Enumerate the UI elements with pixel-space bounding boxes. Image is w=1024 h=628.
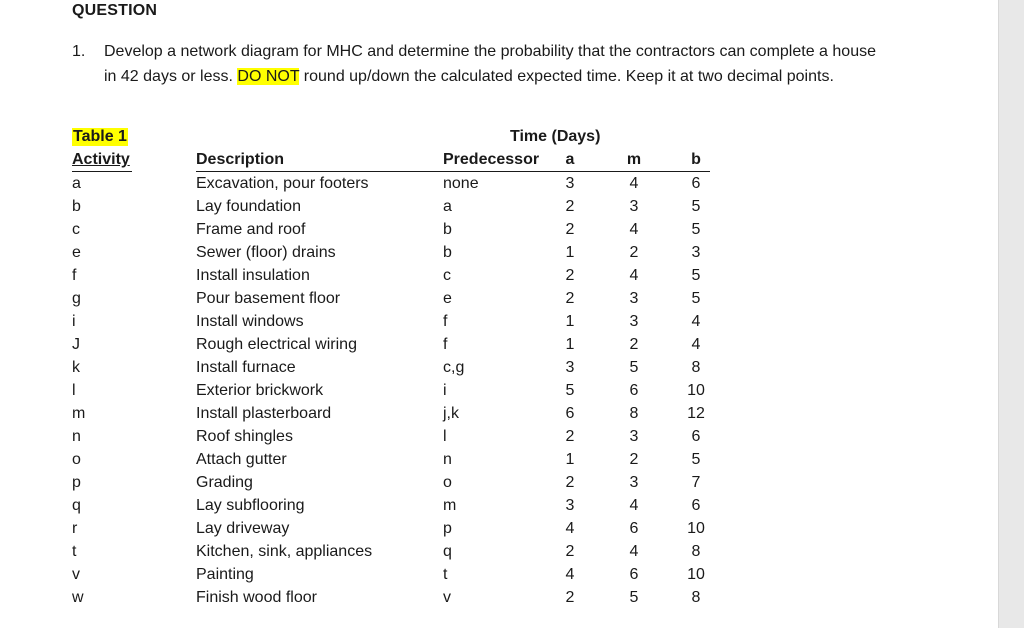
activity-cell: t [72, 543, 77, 560]
activity-cell: n [72, 428, 81, 445]
predecessor-cell: n [443, 451, 452, 468]
time-a-cell: 2 [565, 428, 575, 445]
time-a-cell: 6 [565, 405, 575, 422]
description-cell: Install plasterboard [196, 405, 332, 422]
time-a-cell: 2 [565, 589, 575, 606]
time-m-cell: 6 [629, 566, 639, 583]
description-cell: Lay subflooring [196, 497, 305, 514]
header-b: b [691, 151, 701, 168]
time-b-cell: 8 [691, 589, 701, 606]
description-cell: Rough electrical wiring [196, 336, 357, 353]
table-row [0, 520, 998, 543]
time-a-cell: 2 [565, 221, 575, 238]
time-b-cell: 12 [687, 405, 705, 422]
time-b-cell: 5 [691, 221, 701, 238]
description-cell: Attach gutter [196, 451, 287, 468]
predecessor-cell: o [443, 474, 452, 491]
description-cell: Grading [196, 474, 253, 491]
question-number: 1. [72, 43, 86, 60]
header-rule-activity [72, 171, 132, 172]
section-heading: QUESTION [72, 2, 158, 19]
predecessor-cell: c [443, 267, 451, 284]
description-cell: Roof shingles [196, 428, 293, 445]
time-b-cell: 4 [691, 313, 701, 330]
description-cell: Lay foundation [196, 198, 301, 215]
time-a-cell: 1 [565, 451, 575, 468]
table-row [0, 405, 998, 428]
table-row [0, 313, 998, 336]
highlighted-instruction: DO NOT [237, 67, 300, 85]
description-cell: Sewer (floor) drains [196, 244, 336, 261]
table-row [0, 474, 998, 497]
time-m-cell: 4 [629, 543, 639, 560]
description-cell: Exterior brickwork [196, 382, 324, 399]
predecessor-cell: m [443, 497, 457, 514]
time-b-cell: 5 [691, 267, 701, 284]
activity-cell: o [72, 451, 81, 468]
predecessor-cell: l [443, 428, 447, 445]
time-a-cell: 2 [565, 198, 575, 215]
table-row [0, 543, 998, 566]
time-b-cell: 7 [691, 474, 701, 491]
description-cell: Excavation, pour footers [196, 175, 369, 192]
time-a-cell: 3 [565, 497, 575, 514]
predecessor-cell: f [443, 336, 448, 353]
description-cell: Lay driveway [196, 520, 290, 537]
time-b-cell: 6 [691, 428, 701, 445]
time-m-cell: 3 [629, 313, 639, 330]
predecessor-cell: v [443, 589, 451, 606]
time-m-cell: 3 [629, 428, 639, 445]
question-text-part2: round up/down the calculated expected time. Keep it at two decimal points. [299, 67, 834, 85]
time-b-cell: 10 [687, 382, 705, 399]
time-m-cell: 2 [629, 244, 639, 261]
activity-cell: p [72, 474, 81, 491]
activity-cell: i [72, 313, 76, 330]
predecessor-cell: j,k [443, 405, 459, 422]
time-m-cell: 2 [629, 336, 639, 353]
predecessor-cell: b [443, 244, 452, 261]
table-caption: Table 1 [73, 128, 127, 145]
time-a-cell: 2 [565, 267, 575, 284]
time-m-cell: 3 [629, 474, 639, 491]
time-a-cell: 3 [565, 175, 575, 192]
time-b-cell: 10 [687, 520, 705, 537]
table-row [0, 451, 998, 474]
activity-cell: r [72, 520, 78, 537]
time-a-cell: 1 [565, 336, 575, 353]
time-a-cell: 3 [565, 359, 575, 376]
activity-cell: J [72, 336, 80, 353]
time-a-cell: 4 [565, 566, 575, 583]
table-row [0, 175, 998, 198]
time-a-cell: 1 [565, 244, 575, 261]
time-b-cell: 10 [687, 566, 705, 583]
table-row [0, 267, 998, 290]
time-a-cell: 1 [565, 313, 575, 330]
predecessor-cell: f [443, 313, 448, 330]
time-b-cell: 8 [691, 543, 701, 560]
time-a-cell: 2 [565, 290, 575, 307]
table-row [0, 221, 998, 244]
time-b-cell: 5 [691, 198, 701, 215]
table-row [0, 589, 998, 612]
predecessor-cell: t [443, 566, 448, 583]
description-cell: Frame and roof [196, 221, 306, 238]
table-row [0, 290, 998, 313]
description-cell: Kitchen, sink, appliances [196, 543, 373, 560]
time-m-cell: 4 [629, 497, 639, 514]
activity-cell: k [72, 359, 80, 376]
time-b-cell: 3 [691, 244, 701, 261]
header-a: a [565, 151, 575, 168]
description-cell: Painting [196, 566, 254, 583]
time-m-cell: 2 [629, 451, 639, 468]
time-a-cell: 4 [565, 520, 575, 537]
time-m-cell: 5 [629, 359, 639, 376]
activity-cell: b [72, 198, 81, 215]
predecessor-cell: q [443, 543, 452, 560]
predecessor-cell: i [443, 382, 447, 399]
table-row [0, 336, 998, 359]
table-row [0, 566, 998, 589]
time-b-cell: 6 [691, 175, 701, 192]
time-b-cell: 4 [691, 336, 701, 353]
activity-cell: e [72, 244, 81, 261]
table-row [0, 359, 998, 382]
time-m-cell: 3 [629, 290, 639, 307]
question-text [104, 40, 876, 89]
table-row [0, 428, 998, 451]
header-description: Description [196, 151, 285, 168]
predecessor-cell: none [443, 175, 479, 192]
time-b-cell: 8 [691, 359, 701, 376]
activity-cell: f [72, 267, 77, 284]
header-rule [196, 171, 710, 172]
description-cell: Install insulation [196, 267, 310, 284]
header-m: m [626, 151, 642, 168]
header-activity: Activity [72, 151, 130, 168]
time-b-cell: 5 [691, 451, 701, 468]
activity-cell: c [72, 221, 80, 238]
description-cell: Install furnace [196, 359, 296, 376]
predecessor-cell: b [443, 221, 452, 238]
time-a-cell: 2 [565, 543, 575, 560]
activity-cell: a [72, 175, 81, 192]
time-m-cell: 8 [629, 405, 639, 422]
predecessor-cell: c,g [443, 359, 465, 376]
time-a-cell: 5 [565, 382, 575, 399]
time-a-cell: 2 [565, 474, 575, 491]
time-m-cell: 6 [629, 382, 639, 399]
table-row [0, 244, 998, 267]
predecessor-cell: e [443, 290, 452, 307]
predecessor-cell: a [443, 198, 452, 215]
time-m-cell: 5 [629, 589, 639, 606]
time-m-cell: 4 [629, 175, 639, 192]
table-row [0, 382, 998, 405]
time-days-header: Time (Days) [510, 128, 601, 145]
header-predecessor: Predecessor [443, 151, 540, 168]
activity-cell: w [72, 589, 84, 606]
time-m-cell: 4 [629, 267, 639, 284]
table-row [0, 198, 998, 221]
time-b-cell: 6 [691, 497, 701, 514]
description-cell: Pour basement floor [196, 290, 341, 307]
description-cell: Finish wood floor [196, 589, 317, 606]
activity-cell: m [72, 405, 86, 422]
time-b-cell: 5 [691, 290, 701, 307]
description-cell: Install windows [196, 313, 304, 330]
time-m-cell: 4 [629, 221, 639, 238]
time-m-cell: 6 [629, 520, 639, 537]
activity-cell: l [72, 382, 76, 399]
vertical-scrollbar[interactable] [998, 0, 1024, 628]
predecessor-cell: p [443, 520, 452, 537]
activity-cell: g [72, 290, 81, 307]
table-row [0, 497, 998, 520]
time-m-cell: 3 [629, 198, 639, 215]
question-text-part1: Develop a network diagram for MHC and determine the probability that the contractors can complete a house in 42 days or less. [104, 43, 876, 85]
activity-cell: v [72, 566, 80, 583]
activity-cell: q [72, 497, 81, 514]
